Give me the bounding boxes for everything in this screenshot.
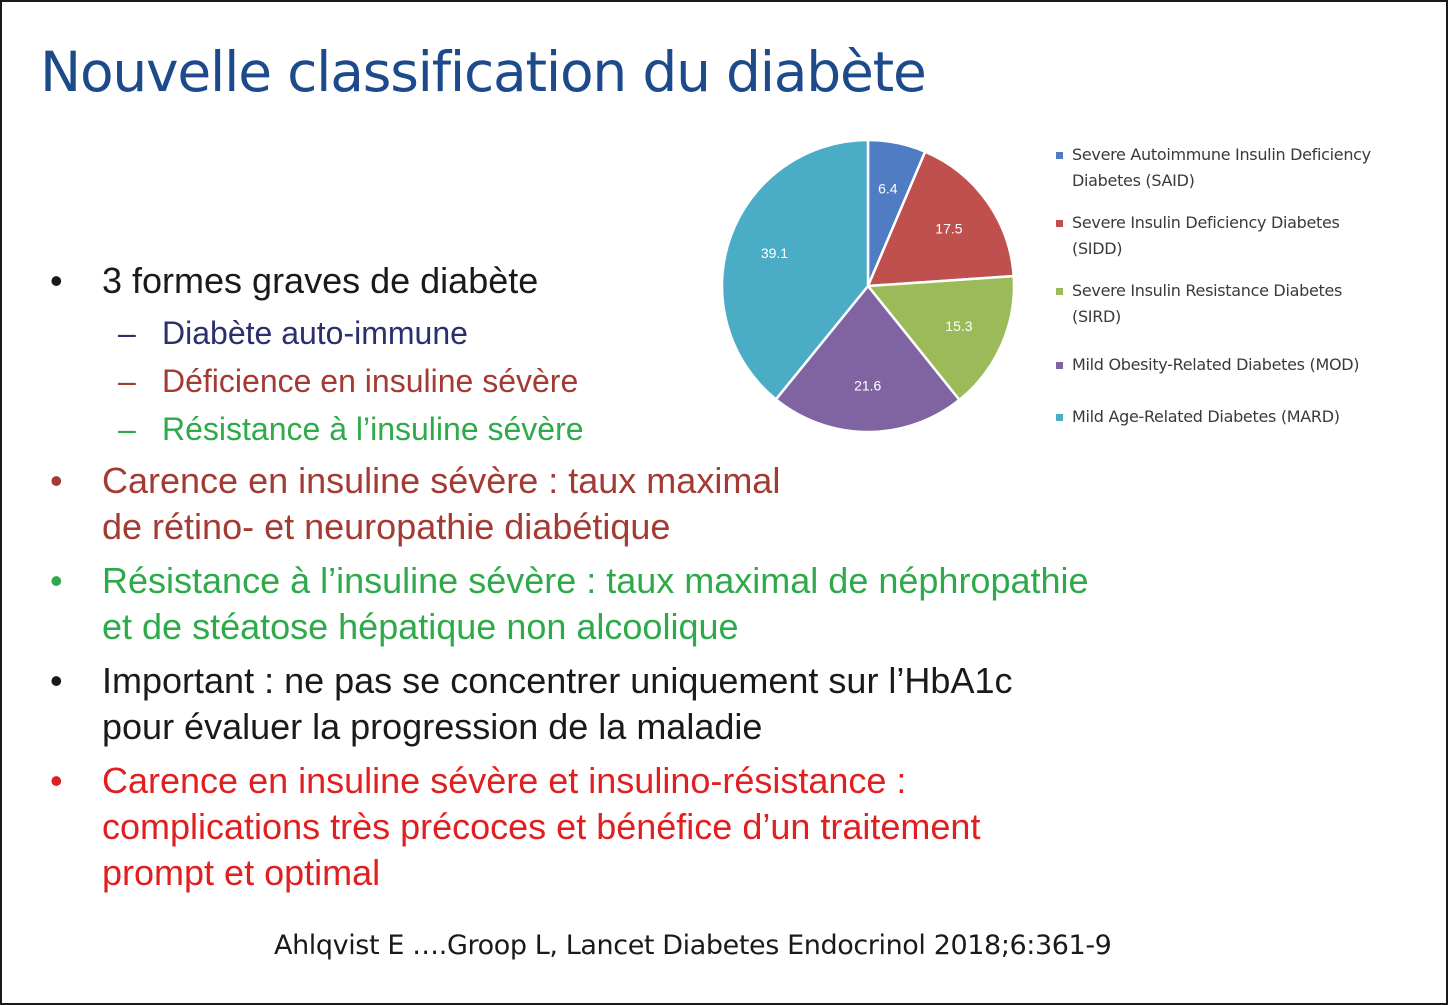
bullet-item xyxy=(50,758,1350,896)
legend-item-mard xyxy=(1056,404,1436,430)
sub-bullet-text: Diabète auto-immune xyxy=(162,315,468,351)
sub-bullet-text: Déficience en insuline sévère xyxy=(162,363,579,399)
bullet-text xyxy=(102,658,1012,750)
pie-label-mod: 21.6 xyxy=(854,377,882,394)
legend-label-line: Severe Insulin Deficiency Diabetes xyxy=(1072,213,1340,232)
pie-label-sidd: 17.5 xyxy=(935,220,963,237)
bullet-item xyxy=(50,558,1350,650)
bullet-text-line: Carence en insuline sévère : taux maximal xyxy=(102,460,781,501)
bullet-text xyxy=(102,758,980,896)
legend-item-sidd xyxy=(1056,210,1436,262)
sub-bullet-item xyxy=(118,310,468,356)
bullet-text-line: Important : ne pas se concentrer uniquement sur l’HbA1c xyxy=(102,660,1013,701)
pie-label-mard: 39.1 xyxy=(760,244,789,261)
page-title: Nouvelle classification du diabète xyxy=(40,40,926,104)
legend-swatch xyxy=(1056,414,1063,421)
legend-label-line: Severe Autoimmune Insulin Deficiency xyxy=(1072,145,1371,164)
bullet-text-line: complications très précoces et bénéfice d’un traitement xyxy=(102,806,981,847)
bullet-text-line: Résistance à l’insuline sévère : taux maximal de néphropathie xyxy=(102,560,1089,601)
bullet-text-line: 3 formes graves de diabète xyxy=(102,260,539,301)
legend-label xyxy=(1072,404,1340,430)
bullet-item xyxy=(50,658,1350,750)
legend-swatch xyxy=(1056,152,1063,159)
bullet-item xyxy=(50,258,1350,304)
legend-label-line: Mild Age-Related Diabetes (MARD) xyxy=(1072,407,1340,426)
sub-bullet-marker: – xyxy=(118,315,136,351)
bullet-text xyxy=(102,458,780,550)
legend-label-line: (SIRD) xyxy=(1072,307,1121,326)
pie-label-sird: 15.3 xyxy=(945,317,973,334)
sub-bullet-item xyxy=(118,406,584,452)
legend-item-mod xyxy=(1056,352,1436,378)
legend-label xyxy=(1072,210,1340,262)
legend-label-line: Severe Insulin Resistance Diabetes xyxy=(1072,281,1343,300)
legend-label-line: Diabetes (SAID) xyxy=(1072,171,1195,190)
legend-swatch xyxy=(1056,362,1063,369)
reference-citation: Ahlqvist E ….Groop L, Lancet Diabetes Endocrinol 2018;6:361-9 xyxy=(274,930,1112,961)
legend-item-said xyxy=(1056,142,1436,194)
bullet-marker: • xyxy=(50,760,63,801)
legend-label-line: Mild Obesity-Related Diabetes (MOD) xyxy=(1072,355,1360,374)
legend-label xyxy=(1072,142,1371,194)
sub-bullet-text: Résistance à l’insuline sévère xyxy=(162,411,584,447)
bullet-text-line: et de stéatose hépatique non alcoolique xyxy=(102,606,739,647)
legend-label-line: (SIDD) xyxy=(1072,239,1123,258)
bullet-text-line: de rétino- et neuropathie diabétique xyxy=(102,506,671,547)
bullet-text-line: Carence en insuline sévère et insulino-résistance : xyxy=(102,760,907,801)
bullet-marker: • xyxy=(50,260,63,301)
sub-bullet-item xyxy=(118,358,578,404)
bullet-text xyxy=(102,258,538,304)
legend-label xyxy=(1072,352,1359,378)
legend-swatch xyxy=(1056,220,1063,227)
bullet-marker: • xyxy=(50,460,63,501)
bullet-text-line: prompt et optimal xyxy=(102,852,381,893)
sub-bullet-marker: – xyxy=(118,363,136,399)
pie-label-said: 6.4 xyxy=(878,180,898,197)
sub-bullet-marker: – xyxy=(118,411,136,447)
bullet-marker: • xyxy=(50,660,63,701)
bullet-text-line: pour évaluer la progression de la maladie xyxy=(102,706,763,747)
bullet-item xyxy=(50,458,1350,550)
bullet-text xyxy=(102,558,1089,650)
bullet-marker: • xyxy=(50,560,63,601)
